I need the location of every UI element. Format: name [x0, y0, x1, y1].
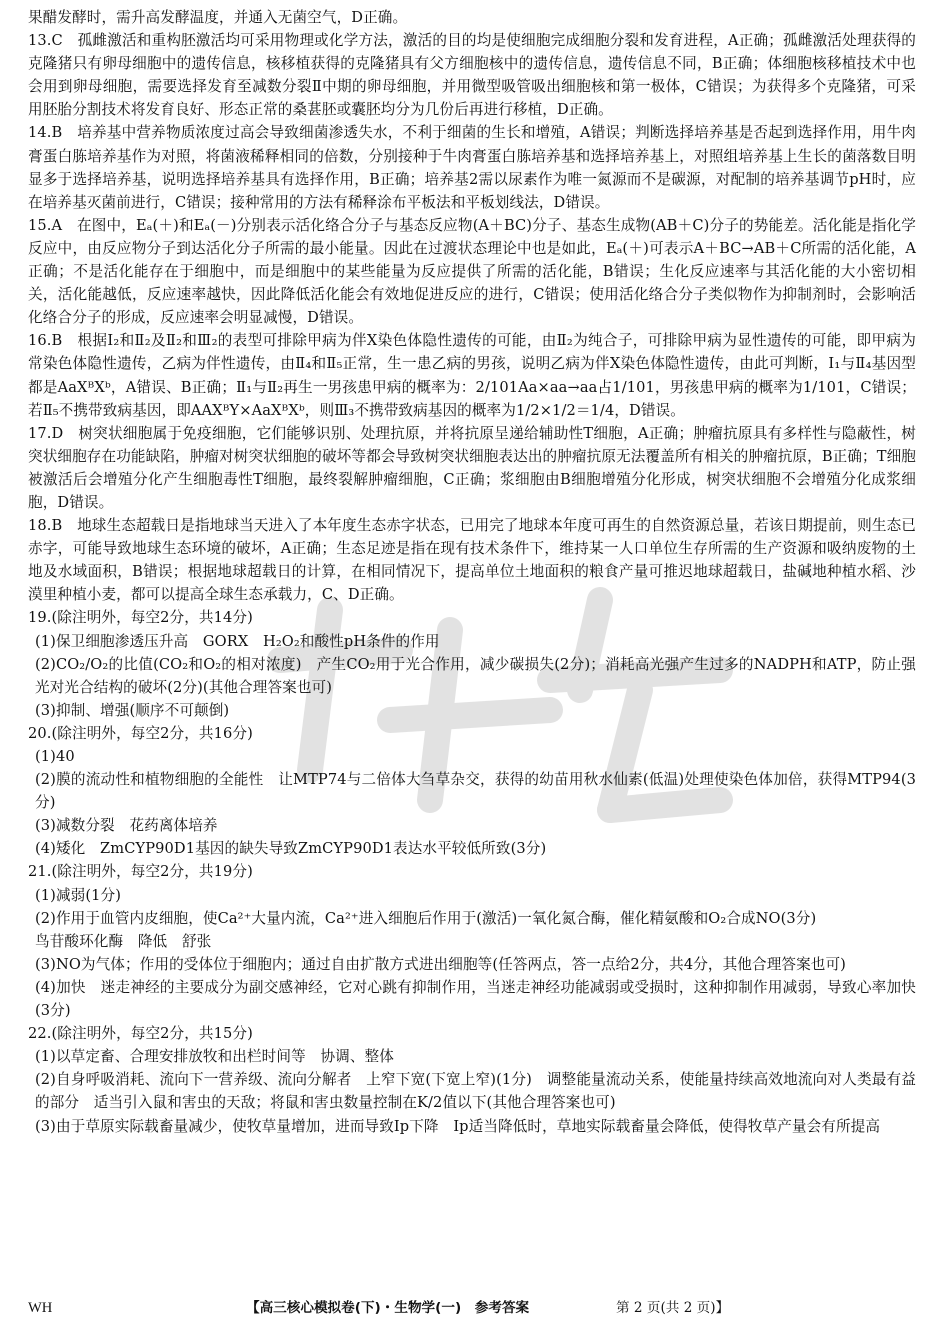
answer-20-part-3: (3)减数分裂 花药离体培养 [35, 817, 218, 835]
answer-14: 14.B 培养基中营养物质浓度过高会导致细菌渗透失水，不利于细菌的生长和增殖，A错误；判断选择培养基是否起到选择作用，用牛肉膏蛋白胨培养基作为对照，将菌液稀释相同的倍数，分别接种于牛肉膏蛋白胨培养基和选择培养基上，对照组培养基上生长的菌落数目明显多于选择培养基，说明选择培养基具有选择作用，B正确；培养基2需以尿素作为唯一氮源而不是碳源，对配制的培养基调节pH时，应在培养基灭菌前进行，C错误；接种常用的方法有稀释涂布平板法和平板划线法，D错误。 [28, 124, 916, 211]
answer-17: 17.D 树突状细胞属于免疫细胞，它们能够识别、处理抗原，并将抗原呈递给辅助性T细胞，A正确；肿瘤抗原具有多样性与隐蔽性，树突状细胞存在功能缺陷，肿瘤对树突状细胞的破坏等都会导致树突状细胞表达出的肿瘤抗原无法覆盖所有相关的肿瘤抗原，B正确；T细胞被激活后会增殖分化产生细胞毒性T细胞，最终裂解肿瘤细胞，C正确；浆细胞由B细胞增殖分化形成，树突状细胞不会增殖分化成浆细胞，D错误。 [28, 424, 916, 511]
answer-12-continuation: 果醋发酵时，需升高发酵温度，并通入无菌空气，D正确。 [28, 9, 408, 26]
answer-20-part-2: (2)膜的流动性和植物细胞的全能性 让MTP74与二倍体大刍草杂交，获得的幼苗用秋水仙素(低温)处理使染色体加倍，获得MTP94(3分) [35, 771, 916, 812]
answer-21-part-2: (2)作用于血管内皮细胞，使Ca²⁺大量内流，Ca²⁺进入细胞后作用于(激活)一氧化氮合酶，催化精氨酸和O₂合成NO(3分) [35, 909, 817, 927]
answer-22-part-1: (1)以草定畜、合理安排放牧和出栏时间等 协调、整体 [35, 1048, 394, 1066]
answer-20-part-4: (4)矮化 ZmCYP90D1基因的缺失导致ZmCYP90D1表达水平较低所致(3分) [35, 840, 547, 858]
page-footer [28, 1296, 916, 1320]
answer-19-part-1: (1)保卫细胞渗透压升高 GORX H₂O₂和酸性pH条件的作用 [35, 632, 440, 650]
footer-title: 【高三核心模拟卷(下)・生物学(一) 参考答案 [246, 1300, 530, 1316]
footer-page-number: 第 2 页(共 2 页)】 [616, 1300, 730, 1316]
answer-20-part-1: (1)40 [35, 748, 75, 765]
answer-19-part-3: (3)抑制、增强(顺序不可颠倒) [35, 701, 230, 719]
answer-21-part-1: (1)减弱(1分) [35, 886, 122, 904]
answer-21-part-4: (4)加快 迷走神经的主要成分为副交感神经，它对心跳有抑制作用，当迷走神经功能减弱或受损时，这种抑制作用减弱，导致心率加快(3分) [35, 978, 916, 1020]
answer-15: 15.A 在图中，Eₐ(＋)和Eₐ(－)分别表示活化络合分子与基态反应物(A＋BC)分子、基态生成物(AB＋C)分子的势能差。活化能是指化学反应中，由反应物分子到达活化分子所需的最小能量。因此在过渡状态理论中也是如此，Eₐ(＋)可表示A＋BC→AB＋C所需的活化能，A正确；不是活化能存在于细胞中，而是细胞中的某些能量为反应提供了所需的活化能，B错误；生化反应速率与其活化能的大小密切相关，活化能越低，反应速率越快，因此降低活化能会有效地促进反应的进行，C错误；使用活化络合分子类似物作为抑制剂时，会影响活化络合分子的形成，反应速率会明显减慢，D错误。 [28, 216, 916, 327]
answer-22-part-3: (3)由于草原实际载畜量减少，使牧草量增加，进而导致Ip下降 Ip适当降低时，草地实际载畜量会降低，使得牧草产量会有所提高 [35, 1117, 881, 1135]
answer-22-header: 22.(除注明外，每空2分，共15分) [28, 1025, 253, 1043]
answer-body [28, 6, 916, 1138]
answer-18: 18.B 地球生态超载日是指地球当天进入了本年度生态赤字状态，已用完了地球本年度可再生的自然资源总量，若该日期提前，则生态已赤字，可能导致地球生态环境的破坏，A正确；生态足迹是指在现有技术条件下，维持某一人口单位生存所需的生产资源和吸纳废物的土地及水域面积，B错误；根据地球超载日的计算，在相同情况下，提高单位土地面积的粮食产量可推迟地球超载日，盐碱地种植水稻、沙漠里种植小麦，都可以提高全球生态承载力，C、D正确。 [28, 517, 916, 604]
answer-21-header: 21.(除注明外，每空2分，共19分) [28, 863, 253, 881]
answer-13: 13.C 孤雌激活和重构胚激活均可采用物理或化学方法，激活的目的均是使细胞完成细胞分裂和发育进程，A正确；孤雌激活处理获得的克隆猪只有卵母细胞中的遗传信息，核移植获得的克隆猪具有父方细胞核中的遗传信息，遗传信息不同，B正确；体细胞核移植技术中也会用到卵母细胞，需要选择发育至减数分裂Ⅱ中期的卵母细胞，并用微型吸管吸出细胞核和第一极体，C错误；为获得多个克隆猪，可采用胚胎分割技术将发育良好、形态正常的桑葚胚或囊胚均分为几份后再进行移植，D正确。 [28, 32, 916, 119]
answer-21-part-2-cont: 鸟苷酸环化酶 降低 舒张 [35, 932, 212, 950]
answer-20-header: 20.(除注明外，每空2分，共16分) [28, 724, 253, 742]
answer-16: 16.B 根据Ⅰ₂和Ⅱ₂及Ⅱ₂和Ⅲ₂的表型可排除甲病为伴X染色体隐性遗传的可能，由Ⅱ₂为纯合子，可排除甲病为显性遗传的可能，即甲病为常染色体隐性遗传，乙病为伴性遗传，由Ⅱ₄和Ⅱ₅正常，生一患乙病的男孩，说明乙病为伴X染色体隐性遗传，由此可判断，Ⅰ₁与Ⅱ₄基因型都是AaXᴮXᵇ，A错误、B正确；Ⅱ₁与Ⅱ₂再生一男孩患甲病的概率为：2/101Aa×aa→aa占1/101，男孩患甲病的概率为1/101，C错误；若Ⅱ₅不携带致病基因，即AAXᴮY×AaXᴮXᵇ，则Ⅲ₃不携带致病基因的概率为1/2×1/2＝1/4，D错误。 [28, 332, 916, 419]
answer-19-header: 19.(除注明外，每空2分，共14分) [28, 609, 253, 627]
footer-code: WH [28, 1300, 53, 1316]
answer-19-part-2: (2)CO₂/O₂的比值(CO₂和O₂的相对浓度) 产生CO₂用于光合作用，减少碳损失(2分)；消耗高光强产生过多的NADPH和ATP，防止强光对光合结构的破坏(2分)(其他合理答案也可) [35, 655, 916, 696]
answer-21-part-3: (3)NO为气体；作用的受体位于细胞内；通过自由扩散方式进出细胞等(任答两点，答一点给2分，共4分，其他合理答案也可) [35, 955, 846, 973]
answer-22-part-2: (2)自身呼吸消耗、流向下一营养级、流向分解者 上窄下宽(下宽上窄)(1分) 调整能量流动关系，使能量持续高效地流向对人类最有益的部分 适当引入鼠和害虫的天敌；将鼠和害虫数量控制在K/2值以下(其他合理答案也可) [35, 1071, 916, 1112]
